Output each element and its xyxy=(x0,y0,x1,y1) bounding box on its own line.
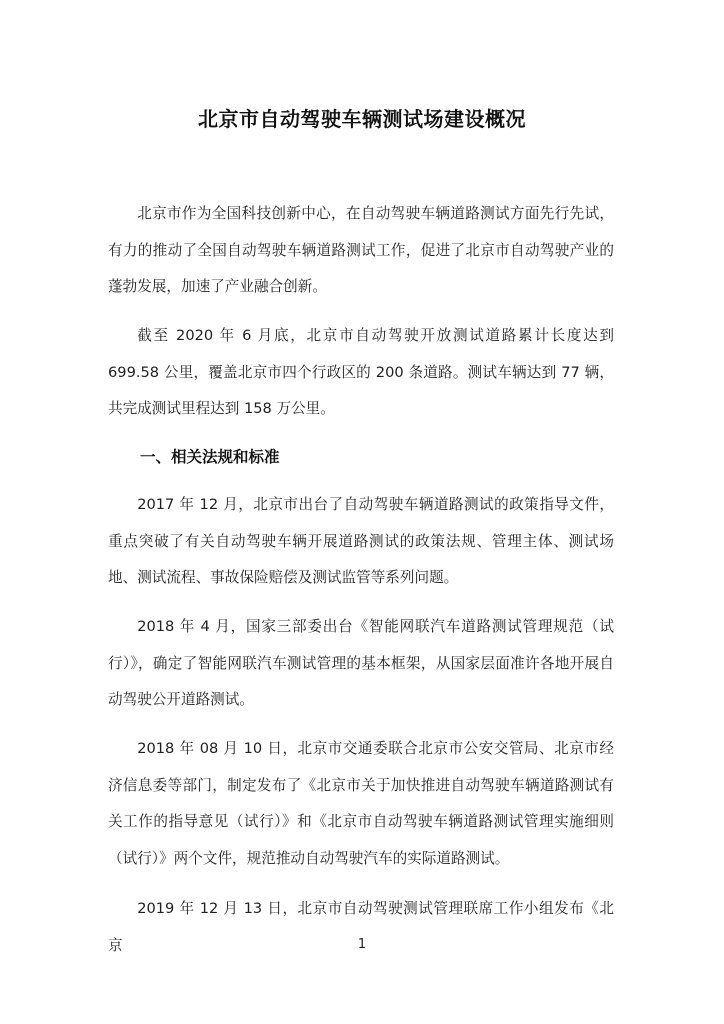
section-heading: 一、相关法规和标准 xyxy=(140,448,280,466)
intro-paragraph-1: 北京市作为全国科技创新中心，在自动驾驶车辆道路测试方面先行先试，有力的推动了全国自动驾驶车辆道路测试工作，促进了北京市自动驾驶产业的蓬勃发展，加速了产业融合创新。 xyxy=(108,205,614,295)
page-number: 1 xyxy=(357,937,367,952)
section-paragraph-3: 2018 年 08 月 10 日，北京市交通委联合北京市公安交管局、北京市经济信息委等部门，制定发布了《北京市关于加快推进自动驾驶车辆道路测试有关工作的指导意见（试行）》和《北京市自动驾驶车辆道路测试管理实施细则（试行）》两个文件，规范推动自动驾驶汽车的实际道路测试。 xyxy=(108,740,614,867)
section-paragraph-1: 2017 年 12 月，北京市出台了自动驾驶车辆道路测试的政策指导文件，重点突破了有关自动驾驶车辆开展道路测试的政策法规、管理主体、测试场地、测试流程、事故保险赔偿及测试监管等系列问题。 xyxy=(108,496,614,586)
section-paragraph-4: 2019 年 12 月 13 日，北京市自动驾驶测试管理联席工作小组发布《北京 xyxy=(108,900,614,954)
document-title: 北京市自动驾驶车辆测试场建设概况 xyxy=(198,107,526,131)
section-paragraph-2: 2018 年 4 月，国家三部委出台《智能网联汽车道路测试管理规范（试行）》，确定了智能网联汽车测试管理的基本框架，从国家层面准许各地开展自动驾驶公开道路测试。 xyxy=(108,618,614,708)
intro-paragraph-2: 截至 2020 年 6 月底，北京市自动驾驶开放测试道路累计长度达到 699.58 公里，覆盖北京市四个行政区的 200 条道路。测试车辆达到 77 辆，共完成测试里程达到 158 万公里。 xyxy=(108,327,614,417)
